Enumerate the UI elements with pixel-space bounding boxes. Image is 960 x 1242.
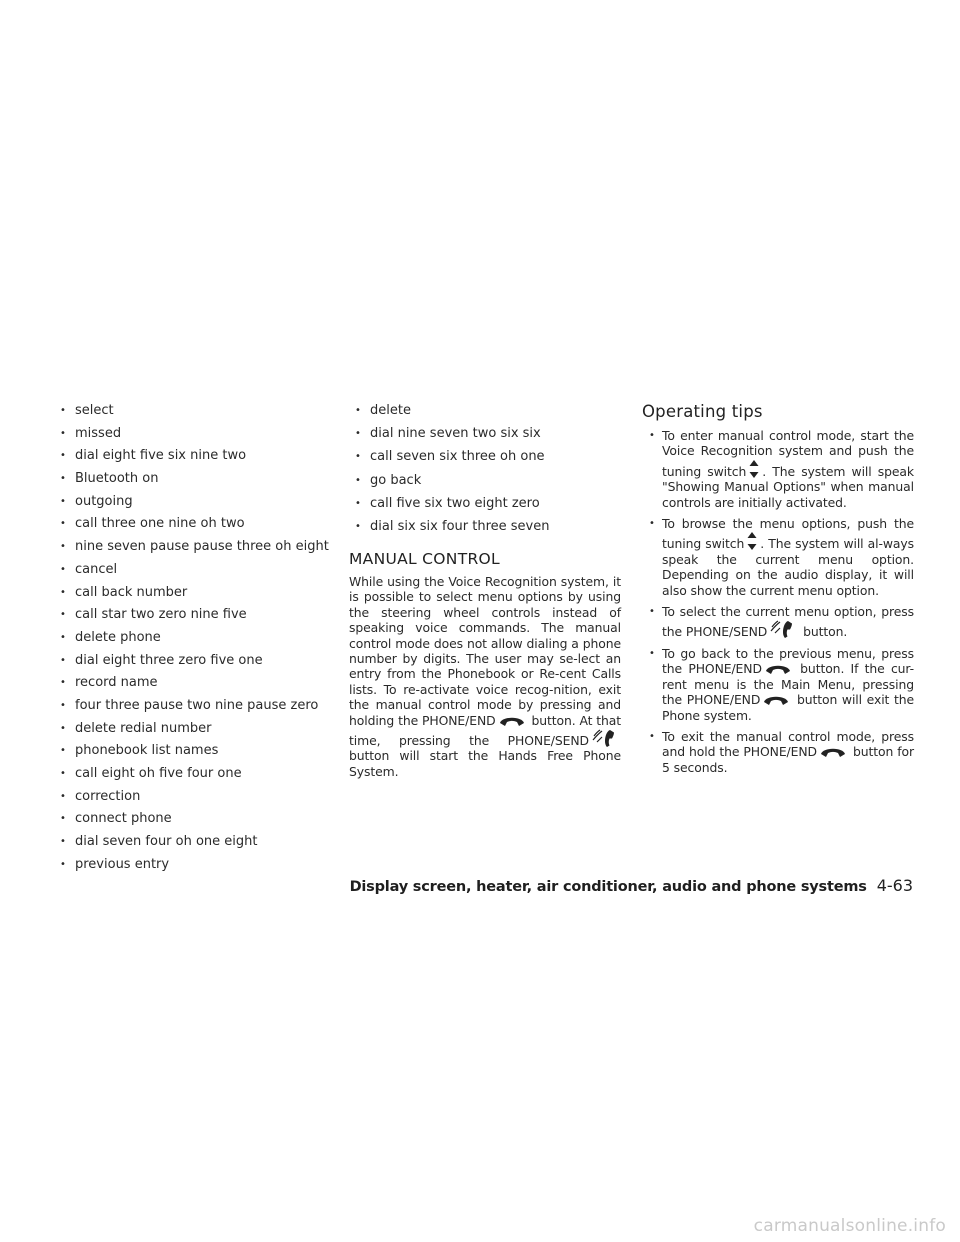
tip-item: • To enter manual control mode, start the Voice Recognition system and push the tuning switch . The system will speak "Showing Manual Options" when manual controls are initially activated. [642, 428, 914, 510]
list-item: • cancel [60, 561, 335, 579]
chapter-title: Display screen, heater, air conditioner, audio and phone systems [349, 879, 867, 895]
list-item: • go back [349, 472, 621, 490]
operating-tips-heading: Operating tips [642, 402, 763, 421]
list-item: • dial eight three zero five one [60, 652, 335, 670]
list-item: • call five six two eight zero [349, 495, 621, 513]
list-item: • outgoing [60, 493, 335, 511]
tip-item: • To go back to the previous menu, press the PHONE/END button. If the cur-rent menu is the Main Menu, pressing the PHONE/END button will exit the Phone system. [642, 646, 914, 723]
list-item: • call seven six three oh one [349, 448, 621, 466]
operating-tips-list [642, 428, 914, 775]
list-item: • call eight oh five four one [60, 765, 335, 783]
phone-end-icon [498, 714, 526, 728]
voice-command-list-continued [349, 402, 621, 536]
list-item: • connect phone [60, 810, 335, 828]
list-item: • previous entry [60, 856, 335, 874]
list-item: • Bluetooth on [60, 470, 335, 488]
list-item: • dial seven four oh one eight [60, 833, 335, 851]
middle-column [349, 402, 621, 779]
left-column [60, 402, 335, 878]
list-item: • dial six six four three seven [349, 518, 621, 536]
list-item: • correction [60, 788, 335, 806]
voice-command-list [60, 402, 335, 874]
phone-send-icon [591, 728, 619, 748]
list-item: • missed [60, 425, 335, 443]
tip-item: • To select the current menu option, press the PHONE/SEND button. [642, 604, 914, 640]
list-item: • dial nine seven two six six [349, 425, 621, 443]
right-column [642, 402, 914, 781]
tuning-switch-icon [746, 531, 758, 551]
list-item: • call three one nine oh two [60, 515, 335, 533]
watermark: carmanualsonline.info [753, 1216, 946, 1236]
list-item: • nine seven pause pause three oh eight [60, 538, 335, 556]
phone-end-icon [819, 745, 847, 759]
phone-send-icon [769, 619, 797, 639]
page-number: 4-63 [876, 876, 913, 895]
list-item: • phonebook list names [60, 742, 335, 760]
list-item: • four three pause two nine pause zero [60, 697, 335, 715]
list-item: • record name [60, 674, 335, 692]
list-item: • delete phone [60, 629, 335, 647]
list-item: • call star two zero nine five [60, 606, 335, 624]
page-footer [350, 876, 913, 895]
list-item: • call back number [60, 584, 335, 602]
tip-item: • To browse the menu options, push the tuning switch . The system will al-ways speak the current menu option. Depending on the audio display, it will also show the current menu option. [642, 516, 914, 598]
list-item: • delete [349, 402, 621, 420]
list-item: • delete redial number [60, 720, 335, 738]
tuning-switch-icon [748, 459, 760, 479]
manual-control-paragraph: While using the Voice Recognition system, it is possible to select menu options by using the steering wheel controls instead of speaking voice commands. The manual control mode does not allow dialing a phone number by digits. The user may se-lect an entry from the Phonebook or Re-cent Calls lists. To re-activate voice recog-nition, exit the manual control mode by pressing and holding the PHONE/END button. At that time, pressing the PHONE/SEND button will start the Hands Free Phone System. [349, 573, 622, 779]
tip-item: • To exit the manual control mode, press and hold the PHONE/END button for 5 seconds. [642, 729, 914, 775]
list-item: • select [60, 402, 335, 420]
phone-end-icon [764, 662, 792, 676]
manual-control-heading: MANUAL CONTROL [349, 549, 500, 568]
phone-end-icon [762, 693, 790, 707]
list-item: • dial eight five six nine two [60, 447, 335, 465]
